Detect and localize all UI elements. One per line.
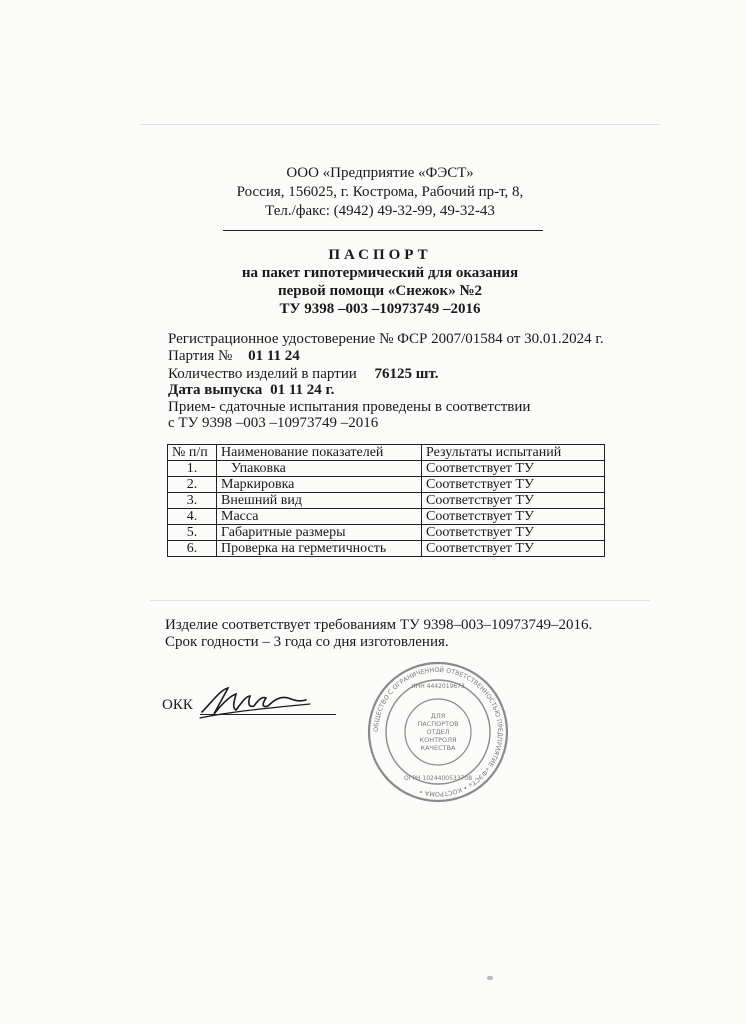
quantity-line — [168, 366, 438, 383]
seal-inn: ИНН 4442019673 — [411, 683, 465, 690]
row-result: Соответствует ТУ — [422, 477, 605, 493]
row-num: 1. — [168, 461, 217, 477]
batch-label: Партия № — [168, 348, 233, 364]
compliance-line: Изделие соответствует требованиям ТУ 9398–003–10973749–2016. — [165, 617, 593, 633]
tests-line-1: Прием- сдаточные испытания проведены в соответствии — [168, 399, 531, 415]
table-row — [168, 541, 605, 557]
seal-center-5: КАЧЕСТВА — [420, 744, 456, 752]
row-num: 6. — [168, 541, 217, 557]
row-name: Внешний вид — [217, 493, 422, 509]
seal-center-4: КОНТРОЛЯ — [419, 736, 457, 744]
quantity-value: 76125 шт. — [374, 366, 439, 382]
row-result: Соответствует ТУ — [422, 525, 605, 541]
table-row — [168, 509, 605, 525]
row-name: Маркировка — [217, 477, 422, 493]
header-name: Наименование показателей — [217, 445, 422, 461]
document-title — [160, 246, 600, 318]
seal-center-3: ОТДЕЛ — [426, 728, 450, 736]
row-num: 3. — [168, 493, 217, 509]
row-result: Соответствует ТУ — [422, 541, 605, 557]
header-divider — [223, 230, 543, 231]
test-results-table — [167, 444, 605, 557]
table-row — [168, 493, 605, 509]
seal-center-2: ПАСПОРТОВ — [417, 720, 459, 728]
company-phone: Тел./факс: (4942) 49-32-99, 49-32-43 — [265, 203, 495, 219]
header-result: Результаты испытаний — [422, 445, 605, 461]
scan-speck — [487, 976, 493, 980]
title-line-1: на пакет гипотермический для оказания — [241, 265, 519, 281]
handwritten-signature — [198, 682, 318, 722]
row-num: 2. — [168, 477, 217, 493]
quality-control-seal — [366, 660, 510, 804]
batch-value: 01 11 24 — [248, 348, 300, 364]
quantity-label: Количество изделий в партии — [168, 366, 357, 382]
row-result: Соответствует ТУ — [422, 493, 605, 509]
table-row — [168, 525, 605, 541]
title-main: ПАСПОРТ — [328, 247, 432, 263]
company-header — [180, 164, 580, 221]
row-result: Соответствует ТУ — [422, 509, 605, 525]
company-address: Россия, 156025, г. Кострома, Рабочий пр-т, 8, — [236, 184, 524, 200]
row-num: 5. — [168, 525, 217, 541]
registration-line: Регистрационное удостоверение № ФСР 2007/01584 от 30.01.2024 г. — [168, 331, 604, 347]
title-line-3: ТУ 9398 –003 –10973749 –2016 — [279, 301, 481, 317]
row-name: Габаритные размеры — [217, 525, 422, 541]
table-row — [168, 461, 605, 477]
company-name: ООО «Предприятие «ФЭСТ» — [286, 165, 474, 181]
okk-label: ОКК — [162, 697, 193, 713]
release-label: Дата выпуска — [168, 382, 263, 398]
header-num: № п/п — [168, 445, 217, 461]
seal-outer-text: ОБЩЕСТВО С ОГРАНИЧЕННОЙ ОТВЕТСТВЕННОСТЬЮ ПРЕДПРИЯТИЕ «ФЭСТ» • КОСТРОМА • — [372, 666, 504, 798]
row-name: Упаковка — [217, 461, 422, 477]
row-name: Проверка на герметичность — [217, 541, 422, 557]
seal-ogrn: ОГРН 1024400533708 — [403, 775, 473, 782]
row-name: Масса — [217, 509, 422, 525]
seal-center-1: ДЛЯ — [430, 712, 446, 720]
batch-line — [168, 348, 300, 365]
release-value: 01 11 24 г. — [270, 382, 335, 398]
scan-artifact-line — [140, 124, 660, 125]
table-header-row — [168, 445, 605, 461]
title-line-2: первой помощи «Снежок» №2 — [277, 283, 483, 299]
tests-line-2: с ТУ 9398 –003 –10973749 –2016 — [168, 415, 379, 431]
release-line — [168, 382, 334, 399]
shelf-life-line: Срок годности – 3 года со дня изготовления. — [165, 634, 449, 650]
scan-artifact-line — [150, 600, 650, 601]
table-row — [168, 477, 605, 493]
row-result: Соответствует ТУ — [422, 461, 605, 477]
row-num: 4. — [168, 509, 217, 525]
